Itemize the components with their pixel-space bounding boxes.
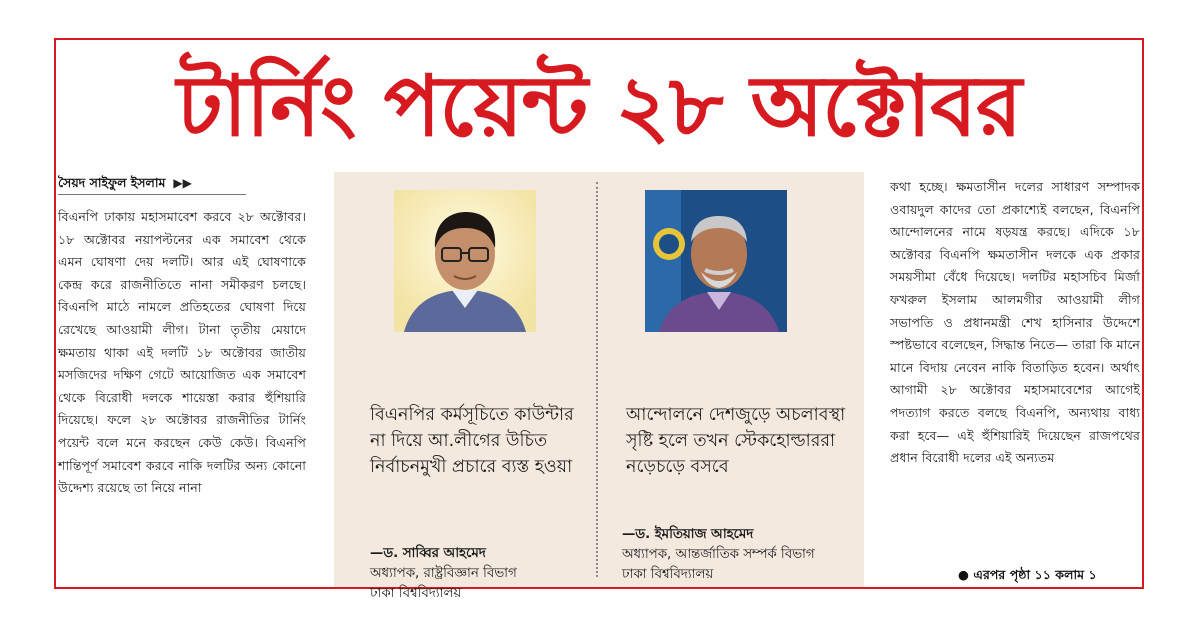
quote-text: আন্দোলনে দেশজুড়ে অচলাবস্থা সৃষ্টি হলে তখন স্টেকহোল্ডাররা নড়েচড়ে বসবে <box>626 405 846 477</box>
quote-text: বিএনপির কর্মসূচিতে কাউন্টার না দিয়ে আ.লীগের উচিত নির্বাচনমুখী প্রচারে ব্যস্ত হওয়া <box>370 405 574 477</box>
expert-institution: ঢাকা বিশ্ববিদ্যালয় <box>370 586 462 601</box>
author-name: সৈয়দ সাইফুল ইসলাম <box>58 175 166 190</box>
left-column-text: বিএনপি ঢাকায় মহাসমাবেশ করবে ২৮ অক্টোবর। ১৮ অক্টোবর নয়াপল্টনের এক সমাবেশ থেকে এমন ঘোষণা দেয় দলটি। আর এই ঘোষণাকে কেন্দ্র করে রাজনীতিতে নানা সমীকরণ চলছে। বিএনপি মাঠে নামলে প্রতিহতের ঘোষণা দিয়ে রেখেছে আওয়ামী লীগ। টানা তৃতীয় মেয়াদে ক্ষমতায় থাকা এই দলটি ১৮ অক্টোবর জাতীয় মসজিদের দক্ষিণ গেটে আয়োজিত এক সমাবেশ থেকে বিরোধী দলকে শায়েস্তা করার হুঁশিয়ারি দিয়েছে। ফলে ২৮ অক্টোবর রাজনীতির টার্নিং পয়েন্ট বলে মনে করছেন কেউ কেউ। বিএনপি শান্তিপূর্ণ সমাবেশ করবে নাকি দলটির অন্য কোনো উদ্দেশ্য রয়েছে তা নিয়ে নানা <box>58 209 306 496</box>
article-frame <box>54 38 1144 601</box>
portrait-imtiaz-ahmed <box>645 190 787 332</box>
portrait-imtiaz-image <box>645 190 787 332</box>
dotted-divider <box>596 182 598 577</box>
portrait-sabbir-image <box>394 190 536 332</box>
expert-panel-sabbir <box>334 172 596 601</box>
expert-name: —ড. সাব্বির আহমেদ <box>370 546 486 561</box>
expert-name: —ড. ইমতিয়াজ আহমেদ <box>622 527 754 542</box>
expert-panel-imtiaz <box>600 172 862 587</box>
expert-quotes-panel <box>334 172 864 601</box>
byline-arrows-icon: ▶▶ <box>173 176 192 190</box>
right-column <box>890 172 1142 587</box>
attribution <box>370 544 592 604</box>
expert-institution: ঢাকা বিশ্ববিদ্যালয় <box>622 567 714 582</box>
expert-title: অধ্যাপক, আন্তর্জাতিক সম্পর্ক বিভাগ <box>622 547 815 562</box>
headline: টার্নিং পয়েন্ট ২৮ অক্টোবর <box>176 57 1022 155</box>
portrait-sabbir-ahmed <box>394 190 536 332</box>
left-column <box>58 172 308 587</box>
attribution <box>622 525 852 585</box>
expert-title: অধ্যাপক, রাষ্ট্রবিজ্ঞান বিভাগ <box>370 566 517 581</box>
right-column-text: কথা হচ্ছে। ক্ষমতাসীন দলের সাধারণ সম্পাদক ওবায়দুল কাদের তো প্রকাশ্যেই বলছেন, বিএনপি আন্দোলনের নামে ষড়যন্ত্র করছে। এদিকে ১৮ অক্টোবর বিএনপি ক্ষমতাসীন দলকে এক প্রকার সময়সীমা বেঁধে দিয়েছে। দলটির মহাসচিব মির্জা ফখরুল ইসলাম আলমগীর আওয়ামী লীগ সভাপতি ও প্রধানমন্ত্রী শেখ হাসিনার উদ্দেশে স্পষ্টভাবে বলেছেন, সিদ্ধান্ত নিতে— তারা কি মানে মানে বিদায় নেবেন নাকি বিতাড়িত হবেন। অর্থাৎ আগামী ২৮ অক্টোবর মহাসমাবেশের আগেই পদত্যাগ করতে বলছে বিএনপি, অন্যথায় বাধ্য করা হবে— এই হুঁশিয়ারিই দিয়েছেন রাজপথের প্রধান বিরোধী দলের এই অন্যতম <box>890 179 1140 466</box>
byline <box>58 172 246 195</box>
continued-on-page: ● এরপর পৃষ্ঠা ১১ কলাম ১ <box>958 567 1097 582</box>
